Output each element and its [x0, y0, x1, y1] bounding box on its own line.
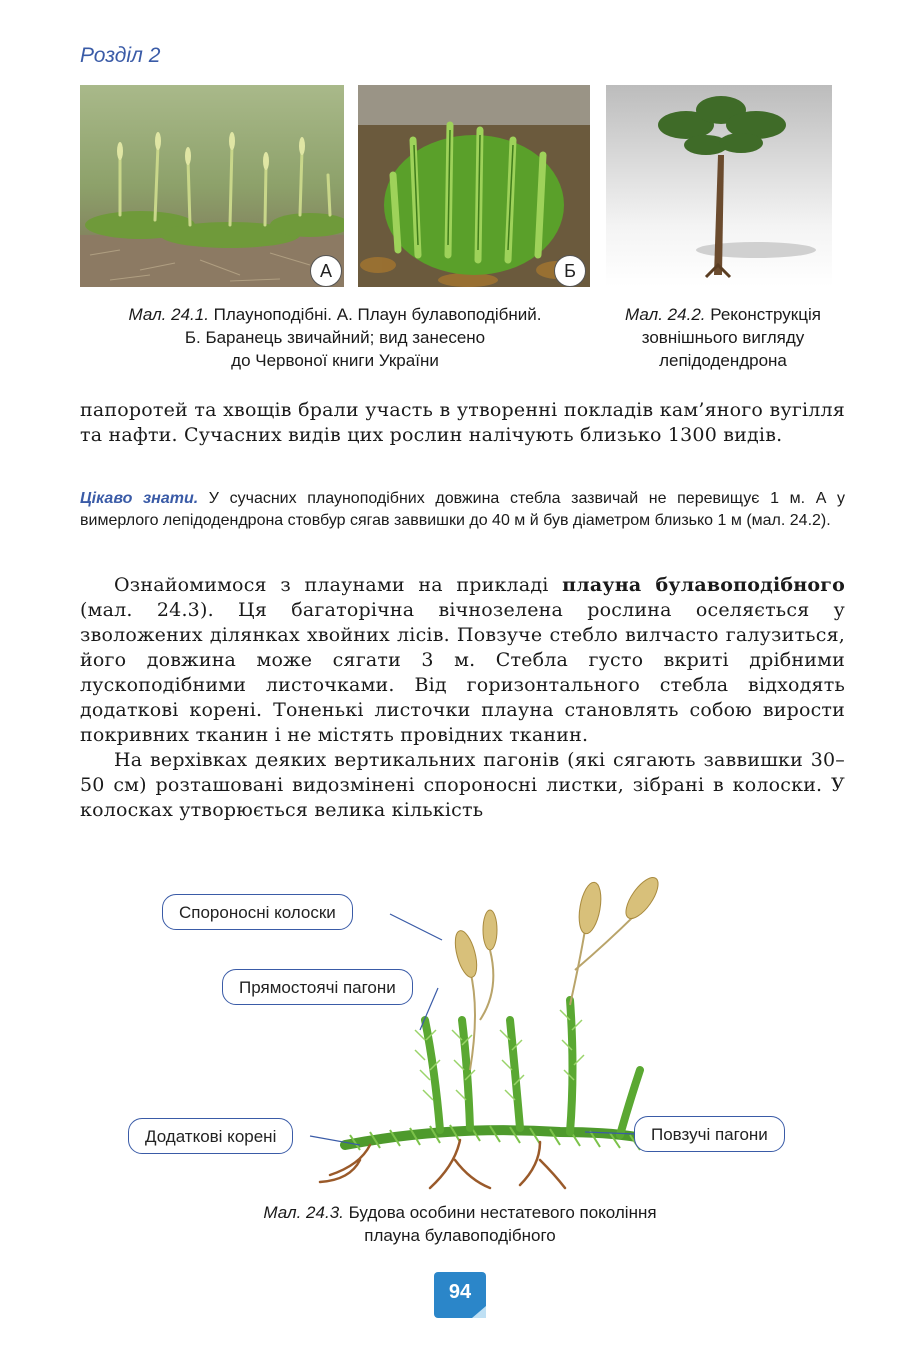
paragraph-continuation	[80, 398, 845, 448]
term-club-moss: плауна булавоподібного	[562, 574, 845, 596]
section-header: Розділ 2	[80, 44, 161, 67]
fig-24-2-text-line-2: зовнішнього вигляду	[641, 328, 805, 347]
fig-24-3-label: Мал. 24.3.	[263, 1203, 344, 1222]
fig-24-2-label: Мал. 24.2.	[625, 305, 706, 324]
fig-24-1-text-line-1: Плауноподібні. А. Плаун булавоподібний.	[208, 305, 542, 324]
fig-24-1-label: Мал. 24.1.	[128, 305, 209, 324]
page-number: 94	[434, 1272, 486, 1318]
figure-24-1-caption	[80, 303, 590, 372]
paragraph-2-start: Ознайомимося з плаунами на прикладі	[114, 574, 563, 596]
callout-upright-shoots: Прямостоячі пагони	[222, 969, 413, 1005]
figure-24-3-caption	[160, 1201, 760, 1247]
fig-24-3-text-line-1: Будова особини нестатевого покоління	[343, 1203, 657, 1222]
fig-24-1-text-line-3: до Червоної книги України	[231, 351, 439, 370]
callout-spore-spikes: Спороносні колоски	[162, 894, 353, 930]
callout-creeping-shoots: Повзучі пагони	[634, 1116, 785, 1152]
fun-fact-box	[80, 488, 845, 532]
fig-24-2-text-line-3: лепідодендрона	[659, 351, 787, 370]
main-text	[80, 573, 845, 823]
fun-fact-body: У сучасних плауноподібних довжина стебла зазвичай не перевищує 1 м. А у вимерлого лепідодендрона стовбур сягав заввишки до 40 м й був діаметром близько 1 м (мал. 24.2).	[80, 490, 846, 529]
fig-24-2-text-line-1: Реконструкція	[705, 305, 821, 324]
fun-fact-lead: Цікаво знати.	[80, 490, 199, 507]
photo-lepidodendron	[606, 85, 832, 287]
figure-24-2-caption	[600, 303, 846, 372]
callout-adventitious-roots: Додаткові корені	[128, 1118, 293, 1154]
fig-24-1-text-line-2: Б. Баранець звичайний; вид занесено	[184, 328, 486, 347]
photo-a-badge: А	[310, 255, 342, 287]
paragraph-1: папоротей та хвощів брали участь в утворенні покладів кам’яного вугілля та нафти. Сучасних видів цих рослин налічують близько 1300 видів.	[80, 399, 845, 446]
fig-24-3-text-line-2: плауна булавоподібного	[364, 1226, 556, 1245]
photo-club-moss	[80, 85, 344, 287]
photo-fir-moss	[358, 85, 590, 287]
paragraph-3: На верхівках деяких вертикальних пагонів (які сягають заввишки 30–50 см) розташовані видозмінені спороносні листки, зібрані в колоски. У колосках утворюється велика кількість	[80, 749, 845, 821]
paragraph-2-rest: (мал. 24.3). Ця багаторічна вічнозелена рослина оселяється у зволожених ділянках хвойних лісів. Повзуче стебло вилчасто галузиться, його довжина може сягати 3 м. Стебла густо вкриті дрібними лускоподібними листочками. Від горизонтального стебла відходять додаткові корені. Тоненькі листочки плауна становлять собою вирости покривних тканин і не містять провідних тканин.	[80, 599, 845, 746]
diagram-plant-structure	[0, 870, 918, 1200]
paragraph-2	[80, 573, 845, 748]
photo-b-badge: Б	[554, 255, 586, 287]
